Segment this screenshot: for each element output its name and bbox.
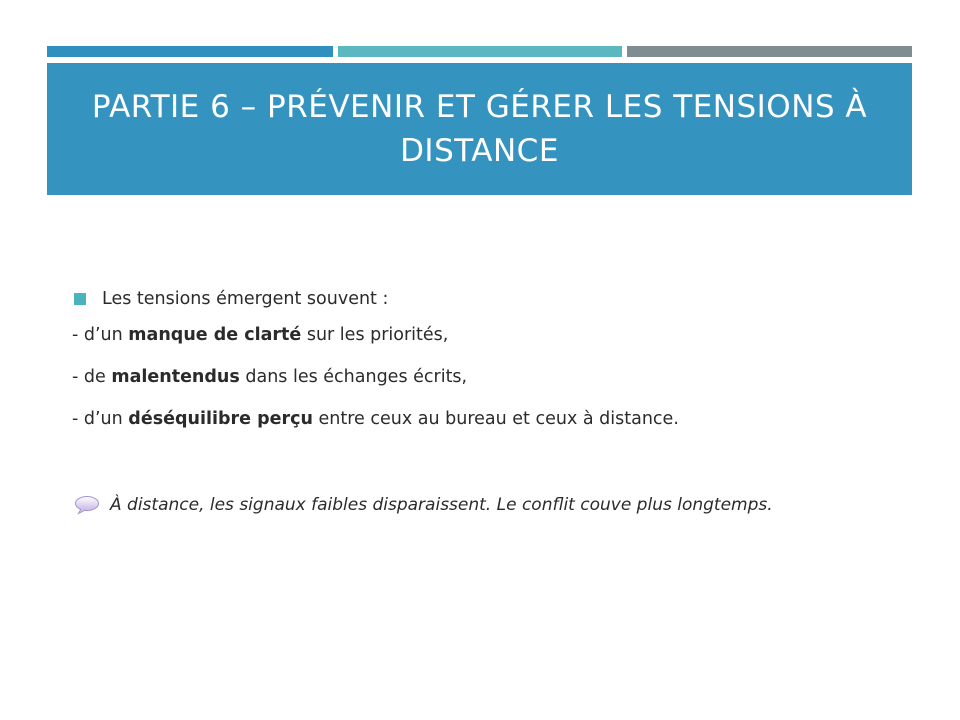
item-suffix: entre ceux au bureau et ceux à distance. (312, 409, 679, 429)
list-item (72, 314, 912, 356)
title-band (47, 63, 912, 195)
slide-body (72, 284, 912, 440)
item-prefix: - de (72, 367, 112, 387)
accent-bar-teal (338, 46, 622, 57)
accent-bar-blue (47, 46, 333, 57)
quote-line (74, 495, 773, 515)
speech-bubble-icon (74, 495, 100, 515)
item-prefix: - d’un (72, 409, 129, 429)
item-bold: déséquilibre perçu (128, 409, 313, 429)
slide-title: PARTIE 6 – PRÉVENIR ET GÉRER LES TENSIONS À DISTANCE (91, 89, 868, 169)
intro-text: Les tensions émergent souvent : (102, 289, 389, 309)
intro-line (72, 284, 912, 314)
quote-text: À distance, les signaux faibles disparaissent. Le conflit couve plus longtemps. (110, 495, 773, 515)
square-bullet-icon (74, 293, 86, 305)
list-item (72, 398, 912, 440)
accent-bar-gray (627, 46, 912, 57)
item-bold: manque de clarté (128, 325, 302, 345)
list-item (72, 356, 912, 398)
item-suffix: sur les priorités, (301, 325, 449, 345)
item-prefix: - d’un (72, 325, 129, 345)
item-bold: malentendus (111, 367, 240, 387)
item-suffix: dans les échanges écrits, (239, 367, 468, 387)
